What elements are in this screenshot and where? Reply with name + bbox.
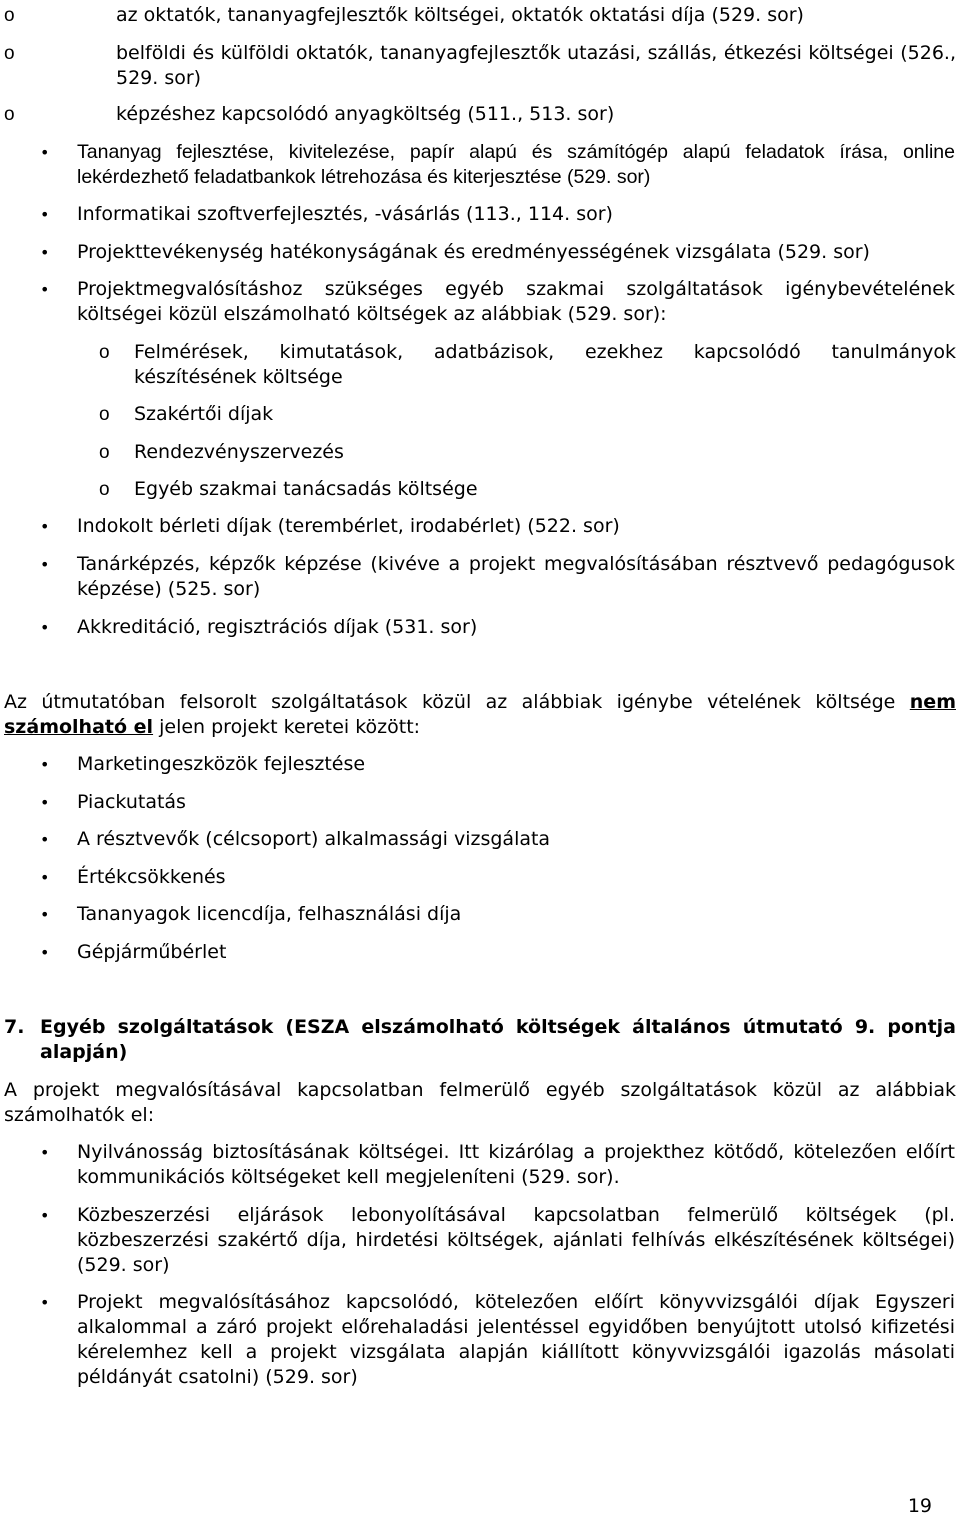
bullet-icon: • [40,618,50,637]
bullet-icon: • [40,280,50,299]
intro-text: Az útmutatóban felsorolt szolgáltatások közül az alábbiak igénybe vételének költsége [4,691,910,713]
list-item-text: Projekt megvalósításához kapcsolódó, kötelezően előírt könyvvizsgálói díjak Egyszeri alkalommal a záró projekt előrehaladási jelentéssel egyidőben benyújtott utolsó kifizetési kérelemhez kell a projekt vizsgálata alapján kiállított könyvvizsgálói igazolás másolati példányát csatolni) (529. sor) [77,1291,955,1388]
list-item-text: Tananyag fejlesztése, kivitelezése, papír alapú és számítógép alapú feladatok írása, online lekérdezhető feladatbankok létrehozása és kiterjesztése (529. sor) [77,141,955,188]
circle-bullet-icon: o [4,5,15,26]
list-item-text: Gépjárműbérlet [77,941,227,963]
bullet-icon: • [40,755,50,774]
not-eligible-intro [4,690,956,740]
list-item-text: Projekttevékenység hatékonyságának és eredményességének vizsgálata (529. sor) [77,241,870,263]
bullet-icon: • [40,793,50,812]
list-item-text: Piackutatás [77,791,186,813]
list-item-text: A résztvevők (célcsoport) alkalmassági vizsgálata [77,828,551,850]
bullet-icon: • [40,1143,50,1162]
bullet-icon: • [40,905,50,924]
list-item-text: Rendezvényszervezés [134,441,344,463]
bullet-icon: • [40,868,50,887]
list-item-text: belföldi és külföldi oktatók, tananyagfejlesztők utazási, szállás, étkezési költségei (526., 529. sor) [116,42,956,89]
circle-bullet-icon: o [4,104,15,125]
list-item-text: Felmérések, kimutatások, adatbázisok, ezekhez kapcsolódó tanulmányok készítésének költsége [134,341,956,388]
list-item-text: Tananyagok licencdíja, felhasználási díja [77,903,462,925]
list-item-text: Egyéb szakmai tanácsadás költsége [134,478,478,500]
list-item-text: képzéshez kapcsolódó anyagköltség (511., 513. sor) [116,103,615,125]
circle-bullet-icon: o [99,442,110,463]
section-intro: A projekt megvalósításával kapcsolatban felmerülő egyéb szolgáltatások közül az alábbiak számolhatók el: [4,1079,956,1126]
circle-bullet-icon: o [99,342,110,363]
intro-emphasis: nem számolható el [4,691,956,738]
bullet-icon: • [40,943,50,962]
circle-bullet-icon: o [99,479,110,500]
section-title: Egyéb szolgáltatások (ESZA elszámolható költségek általános útmutató 9. pontja alapján) [40,1016,956,1063]
bullet-icon: • [40,143,50,162]
top-sublist-item [4,41,954,93]
list-item-text: Indokolt bérleti díjak (terembérlet, irodabérlet) (522. sor) [77,515,620,537]
list-item-text: Akkreditáció, regisztrációs díjak (531. sor) [77,616,478,638]
bullet-icon: • [40,830,50,849]
list-item-text: Szakértői díjak [134,403,274,425]
bullet-icon: • [40,555,50,574]
circle-bullet-icon: o [99,404,110,425]
list-item-text: az oktatók, tananyagfejlesztők költségei, oktatók oktatási díja (529. sor) [116,4,804,26]
list-item-text: Közbeszerzési eljárások lebonyolításával kapcsolatban felmerülő költségek (pl. közbeszerzési szakértő díja, hirdetési költségek, ajánlati felhívás elkészítésének költségei) (529. sor) [77,1204,955,1276]
list-item-text: Informatikai szoftverfejlesztés, -vásárlás (113., 114. sor) [77,203,613,225]
bullet-icon: • [40,205,50,224]
list-item-text: Projektmegvalósításhoz szükséges egyéb szakmai szolgáltatások igénybevételének költségei közül elszámolható költségek az alábbiak (529. sor): [77,278,955,325]
bullet-icon: • [40,1293,50,1312]
circle-bullet-icon: o [4,43,15,64]
bullet-icon: • [40,243,50,262]
bullet-icon: • [40,1206,50,1225]
list-item-text: Értékcsökkenés [77,866,226,888]
intro-text-end: jelen projekt keretei között: [153,716,421,738]
section-number: 7. [4,1016,25,1038]
page-number: 19 [907,1495,932,1517]
list-item-text: Marketingeszközök fejlesztése [77,753,366,775]
list-item-text: Nyilvánosság biztosításának költségei. Itt kizárólag a projekthez kötődő, kötelezően előírt kommunikációs költségeket kell megjeleníteni (529. sor). [77,1141,955,1188]
bullet-icon: • [40,517,50,536]
list-item-text: Tanárképzés, képzők képzése (kivéve a projekt megvalósításában résztvevő pedagógusok képzése) (525. sor) [77,553,955,600]
